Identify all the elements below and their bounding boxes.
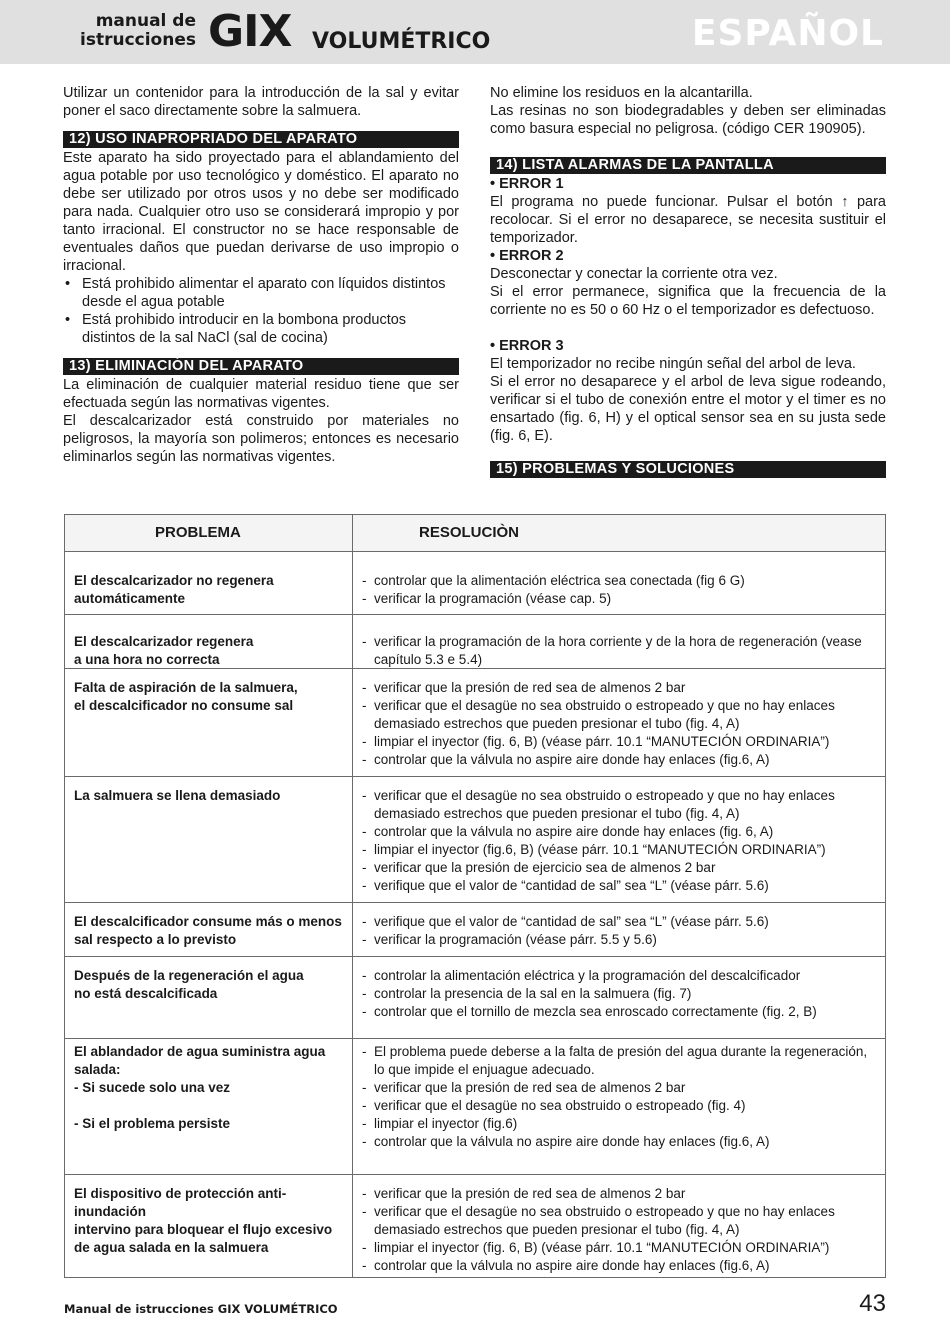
problem-cell (74, 913, 346, 949)
resolution-item: - verificar que el desagüe no sea obstruido o estropeado y que no hay enlaces demasiado estrechos que pueden presionar el tubo (fig. 4, A) (362, 697, 878, 733)
resolution-item: - controlar la alimentación eléctrica y la programación del descalcificador (362, 967, 878, 985)
section-12-text: Este aparato ha sido proyectado para el ablandamiento del agua potable por uso tecnológico y doméstico. El aparato no debe ser utilizado por otros usos y no debe ser modificado para nada. Cualquier otro uso se considerará impropio y por tanto irracional. El constructor no se hace responsable de eventuales daños que puedan derivarse de uso impropio o irracional. (63, 150, 459, 274)
problem-line: no está descalcificada (74, 986, 218, 1001)
table-row (65, 552, 885, 615)
header-manual-line2: istrucciones (80, 30, 196, 50)
section-13-text-2: El descalcarizador está construido por materiales no peligrosos, la mayoría son polimeros; entonces es necesario eliminarlos según las normativas vigentes. (63, 413, 459, 465)
problem-line: - Si sucede solo una vez (74, 1080, 231, 1095)
problem-cell (74, 967, 346, 1003)
problem-line: intervino para bloquear el flujo excesivo (74, 1222, 333, 1237)
problem-line: - Si el problema persiste (74, 1116, 231, 1131)
table-row (65, 1175, 885, 1277)
error-2-text-1: Desconectar y conectar la corriente otra vez. (490, 266, 778, 282)
resolution-cell (362, 1185, 878, 1275)
error-3-text-1: El temporizador no recibe ningún señal del arbol de leva. (490, 356, 856, 372)
problem-line: de agua salada en la salmuera (74, 1240, 269, 1255)
section-14-heading: 14) LISTA ALARMAS DE LA PANTALLA (490, 157, 886, 174)
resolution-cell (362, 679, 878, 769)
error-1-text: El programa no puede funcionar. Pulsar el botón ↑ para recolocar. Si el error no desaparece, se necesita sustituir el temporizador. (490, 194, 886, 246)
resolution-cell (362, 967, 878, 1021)
table-row (65, 903, 885, 957)
problem-line: sal respecto a lo previsto (74, 932, 237, 947)
problem-line: el descalcificador no consume sal (74, 698, 294, 713)
resolution-item: - verificar que la presión de red sea de almenos 2 bar (362, 1185, 878, 1203)
problem-line: El ablandador de agua suministra agua salada: (74, 1044, 326, 1077)
header-product-subtitle: VOLUMÉTRICO (312, 29, 491, 54)
section-13-text-1: La eliminación de cualquier material residuo tiene que ser efectuada según las normativas vigentes. (63, 377, 459, 411)
problem-line: La salmuera se llena demasiado (74, 788, 281, 803)
problem-line: El descalcificador consume más o menos (74, 914, 342, 929)
table-header (65, 515, 885, 552)
problem-line: a una hora no correcta (74, 652, 220, 667)
table-row (65, 777, 885, 903)
resolution-item: - limpiar el inyector (fig. 6, B) (véase párr. 10.1 “MANUTECIÓN ORDINARIA”) (362, 1239, 878, 1257)
resolution-cell (362, 633, 878, 669)
resolution-item: - controlar la presencia de la sal en la salmuera (fig. 7) (362, 985, 878, 1003)
intro-paragraph: Utilizar un contenidor para la introducción de la sal y evitar poner el saco directamente sobre la salmuera. (63, 85, 459, 119)
problem-line: El descalcarizador regenera (74, 634, 254, 649)
section-12-bullet: • Está prohibido introducir en la bombona productos distintos de la sal NaCl (sal de cocina) (63, 311, 459, 347)
problem-line: Falta de aspiración de la salmuera, (74, 680, 298, 695)
header-language: ESPAÑOL (691, 13, 884, 54)
table-row (65, 957, 885, 1039)
problem-line: El dispositivo de protección anti-inundación (74, 1186, 287, 1219)
section-13-heading: 13) ELIMINACIÓN DEL APARATO (63, 358, 459, 375)
section-15-heading: 15) PROBLEMAS Y SOLUCIONES (490, 461, 886, 478)
page-number: 43 (859, 1290, 886, 1317)
resolution-cell (362, 787, 878, 895)
disposal-note-1: No elimine los residuos en la alcantarilla. (490, 85, 753, 101)
problem-cell (74, 679, 346, 715)
disposal-note-2: Las resinas no son biodegradables y deben ser eliminadas como basura especial no peligrosa. (código CER 190905). (490, 103, 886, 137)
error-1-title: • ERROR 1 (490, 176, 564, 192)
resolution-item: - verificar que la presión de red sea de almenos 2 bar (362, 1079, 878, 1097)
right-column (490, 84, 886, 479)
resolution-item: - verificar la programación (véase cap. 5) (362, 590, 878, 608)
problem-cell (74, 787, 346, 805)
table-row (65, 1039, 885, 1175)
problem-line (74, 1097, 346, 1115)
troubleshooting-table (64, 514, 886, 1278)
error-2-title: • ERROR 2 (490, 248, 564, 264)
table-row (65, 615, 885, 669)
resolution-item: - limpiar el inyector (fig. 6, B) (véase párr. 10.1 “MANUTECIÓN ORDINARIA”) (362, 733, 878, 751)
resolution-item: - controlar que la alimentación eléctrica sea conectada (fig 6 G) (362, 572, 878, 590)
resolution-item: - verificar que la presión de red sea de almenos 2 bar (362, 679, 878, 697)
resolution-item: - controlar que la válvula no aspire aire donde hay enlaces (fig.6, A) (362, 751, 878, 769)
resolution-item: - verificar la programación de la hora corriente y de la hora de regeneración (vease capítulo 5.3 e 5.4) (362, 633, 878, 669)
table-row (65, 669, 885, 777)
resolution-item: - verificar que el desagüe no sea obstruido o estropeado y que no hay enlaces demasiado estrechos que pueden presionar el tubo (fig. 4, A) (362, 1203, 878, 1239)
resolution-cell (362, 572, 878, 608)
resolution-item: - verifique que el valor de “cantidad de sal” sea “L” (véase párr. 5.6) (362, 877, 878, 895)
resolution-item: - verificar que la presión de ejercicio sea de almenos 2 bar (362, 859, 878, 877)
resolution-item: - El problema puede deberse a la falta de presión del agua durante la regeneración, lo que impide el enjuague adecuado. (362, 1043, 878, 1079)
resolution-cell (362, 913, 878, 949)
header-product-name: GIX (208, 6, 292, 57)
section-12-bullet: • Está prohibido alimentar el aparato con líquidos distintos desde el agua potable (63, 275, 459, 311)
problem-cell (74, 633, 346, 669)
resolution-item: - verificar la programación (véase párr. 5.5 y 5.6) (362, 931, 878, 949)
page-header (0, 0, 950, 64)
error-2-text-2: Si el error permanece, significa que la frecuencia de la corriente no es 50 o 60 Hz o el temporizador es defectuoso. (490, 284, 886, 318)
problem-line: automáticamente (74, 591, 186, 606)
left-column (63, 84, 459, 466)
resolution-item: - verificar que el desagüe no sea obstruido o estropeado y que no hay enlaces demasiado estrechos que pueden presionar el tubo (fig. 4, A) (362, 787, 878, 823)
error-3-text-2: Si el error no desaparece y el arbol de leva sigue rodeando, verificar si el tubo de conexión entre el motor y el timer es no ensartado (fig. 6, H) y el optical sensor sea en su justa sede (fig. 6, E). (490, 374, 886, 444)
column-header-problem: PROBLEMA (155, 524, 241, 541)
header-manual-line1: manual de (95, 11, 196, 31)
problem-line: El descalcarizador no regenera (74, 573, 274, 588)
resolution-item: - verifique que el valor de “cantidad de sal” sea “L” (véase párr. 5.6) (362, 913, 878, 931)
resolution-item: - limpiar el inyector (fig.6, B) (véase párr. 10.1 “MANUTECIÓN ORDINARIA”) (362, 841, 878, 859)
column-header-resolution: RESOLUCIÒN (419, 524, 520, 541)
problem-cell (74, 1043, 346, 1133)
resolution-item: - verificar que el desagüe no sea obstruido o estropeado (fig. 4) (362, 1097, 878, 1115)
header-manual-label (64, 12, 196, 50)
resolution-item: - limpiar el inyector (fig.6) (362, 1115, 878, 1133)
problem-line: Después de la regeneración el agua (74, 968, 304, 983)
section-12-bullets (63, 275, 459, 347)
problem-cell (74, 1185, 346, 1257)
section-12-heading: 12) USO INAPROPRIADO DEL APARATO (63, 131, 459, 148)
problem-cell (74, 572, 346, 608)
error-3-title: • ERROR 3 (490, 338, 564, 354)
resolution-item: - controlar que la válvula no aspire aire donde hay enlaces (fig.6, A) (362, 1133, 878, 1151)
resolution-cell (362, 1043, 878, 1151)
resolution-item: - controlar que la válvula no aspire aire donde hay enlaces (fig. 6, A) (362, 823, 878, 841)
resolution-item: - controlar que la válvula no aspire aire donde hay enlaces (fig.6, A) (362, 1257, 878, 1275)
resolution-item: - controlar que el tornillo de mezcla sea enroscado correctamente (fig. 2, B) (362, 1003, 878, 1021)
footer-title: Manual de istrucciones GIX VOLUMÉTRICO (64, 1302, 338, 1316)
